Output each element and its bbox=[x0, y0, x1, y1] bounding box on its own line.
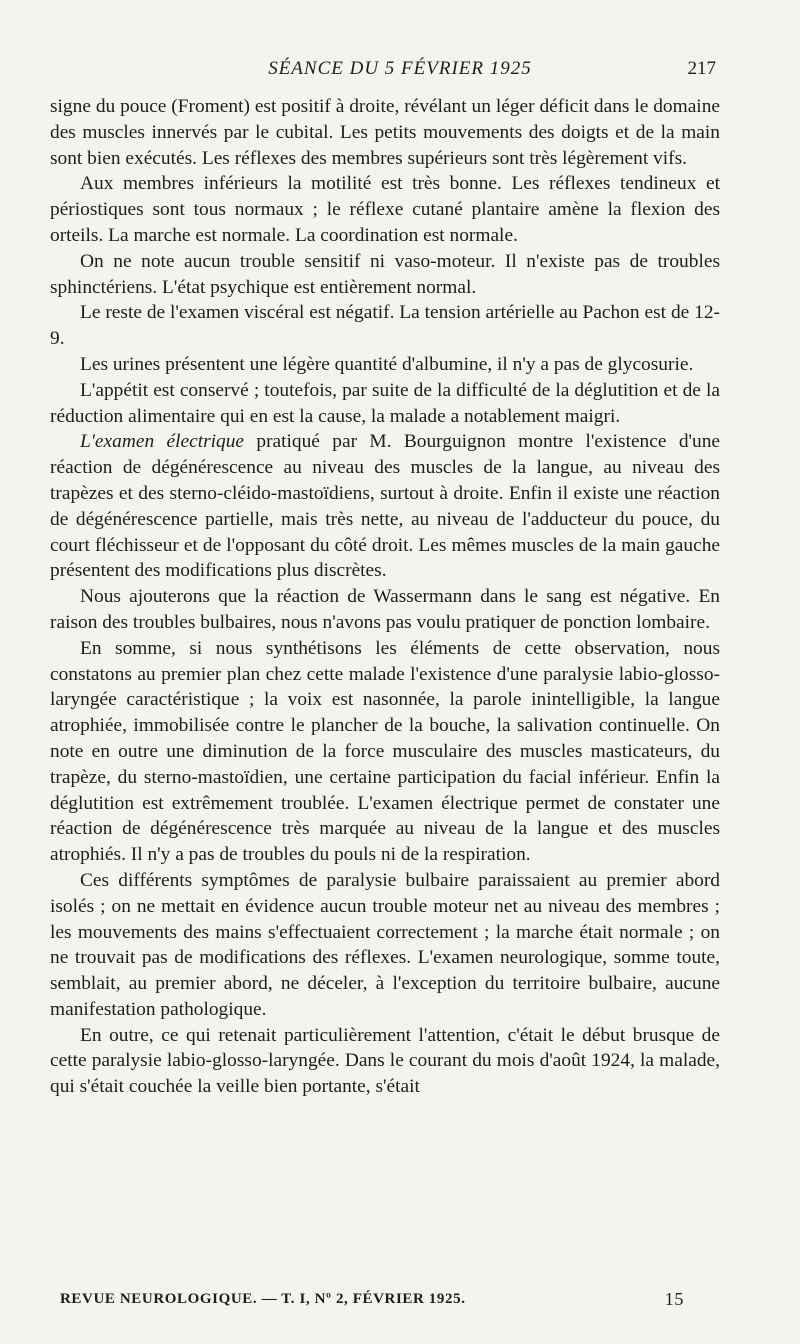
paragraph-body: montre l'existence d'une réaction de dégénérescence au niveau des muscles de la langue, au niveau des trapèzes et des sterno-cléido-mastoïdiens, surtout à droite. Enfin il existe une réaction de dégénérescence partielle, mais très nette, au niveau de l'adducteur du pouce, du court fléchisseur et de l'opposant du côté droit. Les mêmes muscles de la main gauche présentent des modifications plus discrètes. bbox=[50, 431, 721, 582]
paragraph: En somme, si nous synthétisons les éléments de cette observation, nous constatons au premier plan chez cette malade l'existence d'une paralysie labio-glosso-laryngée caractéristique ; la voix est nasonnée, la parole inintelligible, la langue atrophiée, immobilisée contre le plancher de la bouche, la salivation continuelle. On note en outre une diminution de la force musculaire des muscles masticateurs, du trapèze, du sterno-mastoïdien, une certaine participation du facial inférieur. Enfin la déglutition est extrêmement troublée. L'examen électrique permet de constater une réaction de dégénérescence très marquée au niveau de la langue et des muscles atrophiés. Il n'y a pas de troubles du pouls ni de la respiration. bbox=[50, 637, 720, 866]
paragraph: signe du pouce (Froment) est positif à droite, révélant un léger déficit dans le domaine des muscles innervés par le cubital. Les petits mouvements des doigts et de la main sont bien exécutés. Les réflexes des membres supérieurs sont très légèrement vifs. bbox=[50, 96, 720, 169]
paragraph-lead-rest: pratiqué par M. Bourguignon bbox=[244, 431, 519, 453]
page-number: 217 bbox=[687, 58, 716, 79]
running-header bbox=[0, 58, 800, 88]
body-text bbox=[50, 94, 720, 1100]
paragraph-electric-exam bbox=[50, 429, 720, 584]
italic-term: L'examen électrique bbox=[80, 431, 245, 453]
signature-mark: 15 bbox=[664, 1289, 684, 1309]
paragraph: Ces différents symptômes de paralysie bulbaire paraissaient au premier abord isolés ; on ne mettait en évidence aucun trouble moteur net au niveau des membres ; les mouvements des mains s'effectuaient correctement ; la marche était normale ; on ne trouvait pas de modifications des réflexes. L'examen neurologique, somme toute, semblait, au premier abord, ne déceler, à l'exception du territoire bulbaire, aucune manifestation pathologique. bbox=[50, 869, 720, 1020]
paragraph: Les urines présentent une légère quantité d'albumine, il n'y a pas de glycosurie. bbox=[80, 353, 694, 375]
running-title: SÉANCE DU 5 FÉVRIER 1925 bbox=[268, 58, 532, 79]
paragraph: Le reste de l'examen viscéral est négatif. La tension artérielle au Pachon est de 12-9. bbox=[50, 302, 720, 350]
paragraph: En outre, ce qui retenait particulièrement l'attention, c'était le début brusque de cette paralysie labio-glosso-laryngée. Dans le courant du mois d'août 1924, la malade, qui s'était couchée la veille bien portante, s'était bbox=[50, 1024, 720, 1098]
paragraph: Nous ajouterons que la réaction de Wassermann dans le sang est négative. En raison des troubles bulbaires, nous n'avons pas voulu pratiquer de ponction lombaire. bbox=[50, 586, 720, 633]
paragraph: Aux membres inférieurs la motilité est très bonne. Les réflexes tendineux et périostiques sont tous normaux ; le réflexe cutané plantaire amène la flexion des orteils. La marche est normale. La coordination est normale. bbox=[50, 173, 720, 246]
paragraph: L'appétit est conservé ; toutefois, par suite de la difficulté de la déglutition et de la réduction alimentaire qui en est la cause, la malade a notablement maigri. bbox=[50, 379, 720, 427]
journal-reference: REVUE NEUROLOGIQUE. — T. I, Nº 2, FÉVRIER 1925. bbox=[60, 1291, 466, 1307]
paragraph: On ne note aucun trouble sensitif ni vaso-moteur. Il n'existe pas de troubles sphinctériens. L'état psychique est entièrement normal. bbox=[50, 250, 720, 298]
